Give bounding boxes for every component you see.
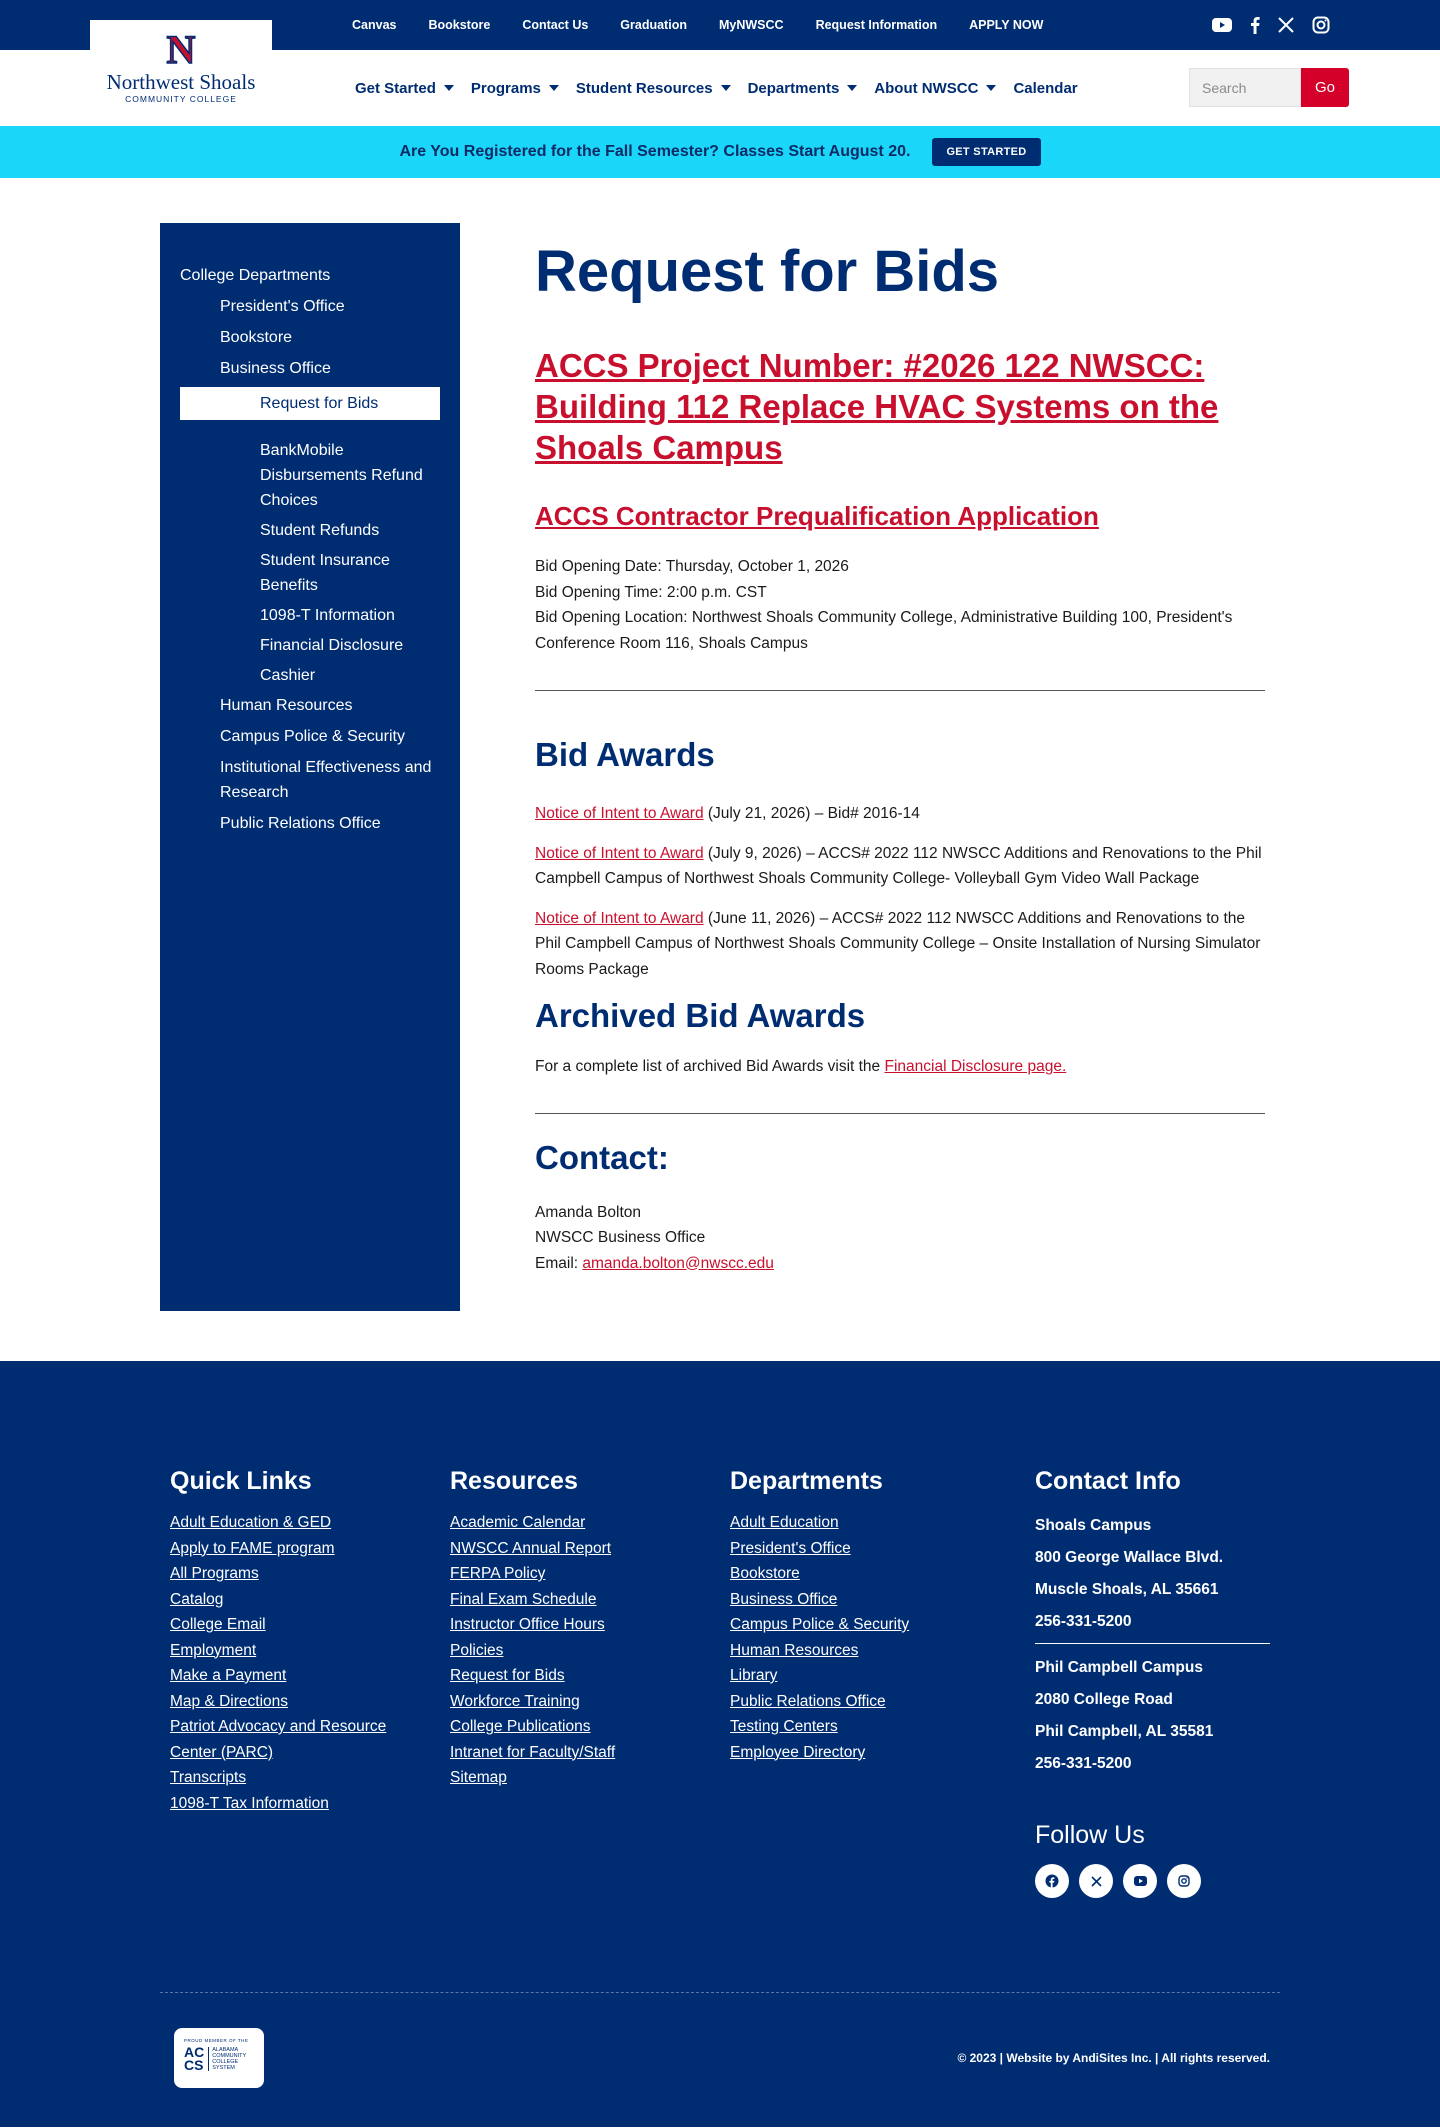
footer-link[interactable]: Catalog <box>170 1590 224 1608</box>
utility-links <box>352 0 1075 50</box>
quick-links-heading: Quick Links <box>170 1467 312 1495</box>
x-icon[interactable] <box>1278 17 1294 33</box>
footer-separator <box>160 1992 1280 1993</box>
footer-link[interactable]: Academic Calendar <box>450 1514 586 1531</box>
x-icon[interactable] <box>1079 1864 1113 1898</box>
nav-item-calendar[interactable]: Calendar <box>1013 79 1078 97</box>
sidebar-item-request-for-bids[interactable]: Request for Bids <box>180 387 440 420</box>
announcement-banner <box>0 126 1440 178</box>
caret-down-icon <box>721 85 731 91</box>
notice-of-intent-link[interactable]: Notice of Intent to Award <box>535 909 704 927</box>
sidebar-item-institutional-effectiveness[interactable]: Institutional Effectiveness and Research <box>220 759 432 801</box>
contact-heading: Contact: <box>535 1138 669 1176</box>
phil-campbell-campus-phone[interactable]: 256-331-5200 <box>1035 1755 1132 1772</box>
sidebar-item-student-refunds[interactable]: Student Refunds <box>260 522 380 539</box>
search-input[interactable] <box>1189 68 1301 107</box>
content-area <box>0 178 1440 1361</box>
utility-link-bookstore[interactable]: Bookstore <box>428 18 491 32</box>
bid-opening-location: Bid Opening Location: Northwest Shoals Community College, Administrative Building 100, President's Conference Room 116, Shoals Campus <box>535 609 1233 652</box>
bid-awards-heading: Bid Awards <box>535 736 715 773</box>
footer-link[interactable]: Human Resources <box>730 1641 859 1659</box>
instagram-icon[interactable] <box>1167 1864 1201 1898</box>
footer-link[interactable]: Public Relations Office <box>730 1692 886 1710</box>
accs-logo-bottom: CS <box>184 2057 204 2073</box>
accs-badge-caption: PROUD MEMBER OF THE <box>184 2038 249 2043</box>
sidebar-item-1098t[interactable]: 1098-T Information <box>260 607 395 624</box>
instagram-icon[interactable] <box>1312 16 1330 34</box>
footer-link[interactable]: Sitemap <box>450 1769 507 1786</box>
nav-item-student-resources[interactable]: Student Resources <box>576 80 731 97</box>
accs-member-badge[interactable] <box>174 2028 264 2088</box>
archived-bid-awards-heading: Archived Bid Awards <box>535 997 866 1034</box>
contact-email-line: Email: amanda.bolton@nwscc.edu <box>535 1254 774 1272</box>
utility-link-mynwscc[interactable]: MyNWSCC <box>718 18 784 32</box>
caret-down-icon <box>549 85 559 91</box>
accs-logo-text: ALABAMA COMMUNITY COLLEGE SYSTEM <box>208 2047 254 2071</box>
footer-link[interactable]: All Programs <box>170 1565 259 1582</box>
footer-link[interactable]: Employee Directory <box>730 1743 866 1761</box>
shoals-campus-city: Muscle Shoals, AL 35661 <box>1035 1581 1219 1598</box>
nav-item-programs[interactable]: Programs <box>471 80 559 97</box>
footer-quick-links <box>170 1466 430 1816</box>
youtube-icon[interactable] <box>1123 1864 1157 1898</box>
accs-logo-top: AC <box>184 2044 205 2060</box>
footer-link[interactable]: Apply to FAME program <box>170 1539 335 1557</box>
footer-social-icons <box>1035 1864 1285 1898</box>
footer-link[interactable]: Bookstore <box>730 1565 800 1582</box>
facebook-icon[interactable] <box>1035 1864 1069 1898</box>
caret-down-icon <box>847 85 857 91</box>
project-link[interactable]: ACCS Project Number: #2026 122 NWSCC: Building 112 Replace HVAC Systems on the Shoals Campus <box>535 347 1219 466</box>
footer-link[interactable]: NWSCC Annual Report <box>450 1539 612 1557</box>
contact-block <box>535 1200 1265 1277</box>
bid-award-item: Notice of Intent to Award (July 21, 2026) – Bid# 2016-14 <box>535 805 920 822</box>
nav-items <box>355 50 1095 126</box>
sidebar-root-college-departments[interactable]: College Departments <box>180 267 331 284</box>
footer-contact-info <box>1035 1466 1285 1898</box>
contact-office: NWSCC Business Office <box>535 1229 706 1246</box>
section-divider <box>535 690 1265 691</box>
footer-link[interactable]: Business Office <box>730 1590 838 1608</box>
sidebar-item-cashier[interactable]: Cashier <box>260 667 316 684</box>
search-form <box>1189 68 1349 107</box>
financial-disclosure-link[interactable]: Financial Disclosure page. <box>884 1058 1067 1075</box>
main-content <box>535 238 1265 1276</box>
prequalification-link[interactable]: ACCS Contractor Prequalification Application <box>535 501 1099 531</box>
shoals-campus-name: Shoals Campus <box>1035 1517 1152 1534</box>
facebook-icon[interactable] <box>1250 16 1260 34</box>
utility-link-request-information[interactable]: Request Information <box>815 18 938 32</box>
footer-departments <box>730 1466 1010 1765</box>
footer-link[interactable]: Make a Payment <box>170 1667 287 1684</box>
utility-link-contact-us[interactable]: Contact Us <box>522 18 589 32</box>
top-social-icons <box>1212 0 1330 50</box>
footer-link[interactable]: College Publications <box>450 1718 591 1735</box>
bid-opening-date: Bid Opening Date: Thursday, October 1, 2026 <box>535 558 849 575</box>
notice-of-intent-link[interactable]: Notice of Intent to Award <box>535 805 704 822</box>
footer-link[interactable]: Employment <box>170 1641 257 1659</box>
contact-info-heading: Contact Info <box>1035 1467 1181 1495</box>
sidebar-item-business-office[interactable]: Business Office <box>220 360 331 377</box>
copyright-notice: © 2023 | Website by AndiSites Inc. | All rights reserved. <box>957 2051 1270 2065</box>
footer-link[interactable]: Intranet for Faculty/Staff <box>450 1743 616 1761</box>
footer-link[interactable]: Workforce Training <box>450 1692 580 1710</box>
bid-award-item: Notice of Intent to Award (July 9, 2026) – ACCS# 2022 112 NWSCC Additions and Renovations to the Phil Campbell Campus of Northwest Shoals Community College- Volleyball Gym Video Wall Package <box>535 844 1262 887</box>
resources-heading: Resources <box>450 1467 578 1495</box>
site-footer <box>0 1361 1440 2127</box>
banner-text: Are You Registered for the Fall Semester? Classes Start August 20. <box>399 143 911 160</box>
caret-down-icon <box>444 85 454 91</box>
footer-link[interactable]: President's Office <box>730 1539 851 1557</box>
department-sidebar <box>160 223 460 1311</box>
logo-name: Northwest Shoals <box>106 70 256 94</box>
shoals-campus-street: 800 George Wallace Blvd. <box>1035 1549 1224 1566</box>
footer-resources <box>450 1466 710 1791</box>
college-logo[interactable] <box>90 20 272 120</box>
bid-award-item: Notice of Intent to Award (June 11, 2026) – ACCS# 2022 112 NWSCC Additions and Renovations to the Phil Campbell Campus of Northwest Shoals Community College – Onsite Installation of Nursing Simulator Rooms Package <box>535 909 1261 978</box>
footer-link[interactable]: 1098-T Tax Information <box>170 1794 329 1812</box>
bid-opening-info <box>535 554 1265 656</box>
sidebar-item-human-resources[interactable]: Human Resources <box>220 697 353 714</box>
utility-link-graduation[interactable]: Graduation <box>620 18 687 32</box>
footer-link[interactable]: Library <box>730 1667 778 1684</box>
departments-heading: Departments <box>730 1467 883 1495</box>
footer-link[interactable]: Testing Centers <box>730 1718 838 1735</box>
archived-text: For a complete list of archived Bid Awards visit the Financial Disclosure page. <box>535 1058 1067 1075</box>
footer-link[interactable]: FERPA Policy <box>450 1565 546 1582</box>
sidebar-item-campus-police[interactable]: Campus Police & Security <box>220 728 405 745</box>
section-divider <box>535 1113 1265 1114</box>
phil-campbell-campus-name: Phil Campbell Campus <box>1035 1659 1203 1676</box>
footer-link[interactable]: Campus Police & Security <box>730 1616 910 1633</box>
sidebar-item-public-relations[interactable]: Public Relations Office <box>220 815 381 832</box>
logo-subtitle: COMMUNITY COLLEGE <box>125 94 237 104</box>
nav-item-departments[interactable]: Departments <box>748 80 858 97</box>
bid-opening-time: Bid Opening Time: 2:00 p.m. CST <box>535 583 767 601</box>
search-go-button[interactable]: Go <box>1301 68 1349 107</box>
caret-down-icon <box>986 85 996 91</box>
footer-link[interactable]: Map & Directions <box>170 1692 289 1710</box>
sidebar-item-bookstore[interactable]: Bookstore <box>220 329 293 346</box>
contact-name: Amanda Bolton <box>535 1203 641 1221</box>
footer-link[interactable]: Transcripts <box>170 1769 247 1786</box>
sidebar-item-financial-disclosure[interactable]: Financial Disclosure <box>260 637 404 654</box>
bid-awards-list <box>535 801 1265 982</box>
notice-of-intent-link[interactable]: Notice of Intent to Award <box>535 844 704 862</box>
contact-email-link[interactable]: amanda.bolton@nwscc.edu <box>582 1254 774 1272</box>
footer-link[interactable]: College Email <box>170 1616 266 1633</box>
footer-link[interactable]: Adult Education <box>730 1514 839 1531</box>
footer-link[interactable]: Instructor Office Hours <box>450 1616 605 1633</box>
phil-campbell-campus-city: Phil Campbell, AL 35581 <box>1035 1723 1214 1740</box>
nav-item-get-started[interactable]: Get Started <box>355 80 454 97</box>
sidebar-item-presidents-office[interactable]: President's Office <box>220 298 345 315</box>
footer-link[interactable]: Request for Bids <box>450 1667 565 1684</box>
get-started-button[interactable]: GET STARTED <box>932 138 1040 166</box>
nav-item-about[interactable]: About NWSCC <box>874 80 996 97</box>
contact-divider <box>1035 1643 1270 1644</box>
shoals-campus-phone[interactable]: 256-331-5200 <box>1035 1613 1132 1630</box>
sidebar-item-student-insurance[interactable]: Student Insurance Benefits <box>260 552 390 594</box>
utility-link-canvas[interactable]: Canvas <box>352 18 397 32</box>
footer-link[interactable]: Adult Education & GED <box>170 1514 332 1531</box>
utility-link-apply-now[interactable]: APPLY NOW <box>969 18 1044 32</box>
phil-campbell-campus-street: 2080 College Road <box>1035 1691 1173 1708</box>
footer-link[interactable]: Patriot Advocacy and Resource Center (PARC) <box>170 1718 387 1761</box>
logo-mark: N <box>166 27 196 72</box>
follow-us-heading: Follow Us <box>1035 1821 1145 1849</box>
footer-link[interactable]: Policies <box>450 1641 504 1659</box>
youtube-icon[interactable] <box>1212 18 1232 32</box>
page-title: Request for Bids <box>535 239 1000 304</box>
sidebar-item-bankmobile[interactable]: BankMobile Disbursements Refund Choices <box>260 442 423 509</box>
footer-link[interactable]: Final Exam Schedule <box>450 1590 597 1608</box>
